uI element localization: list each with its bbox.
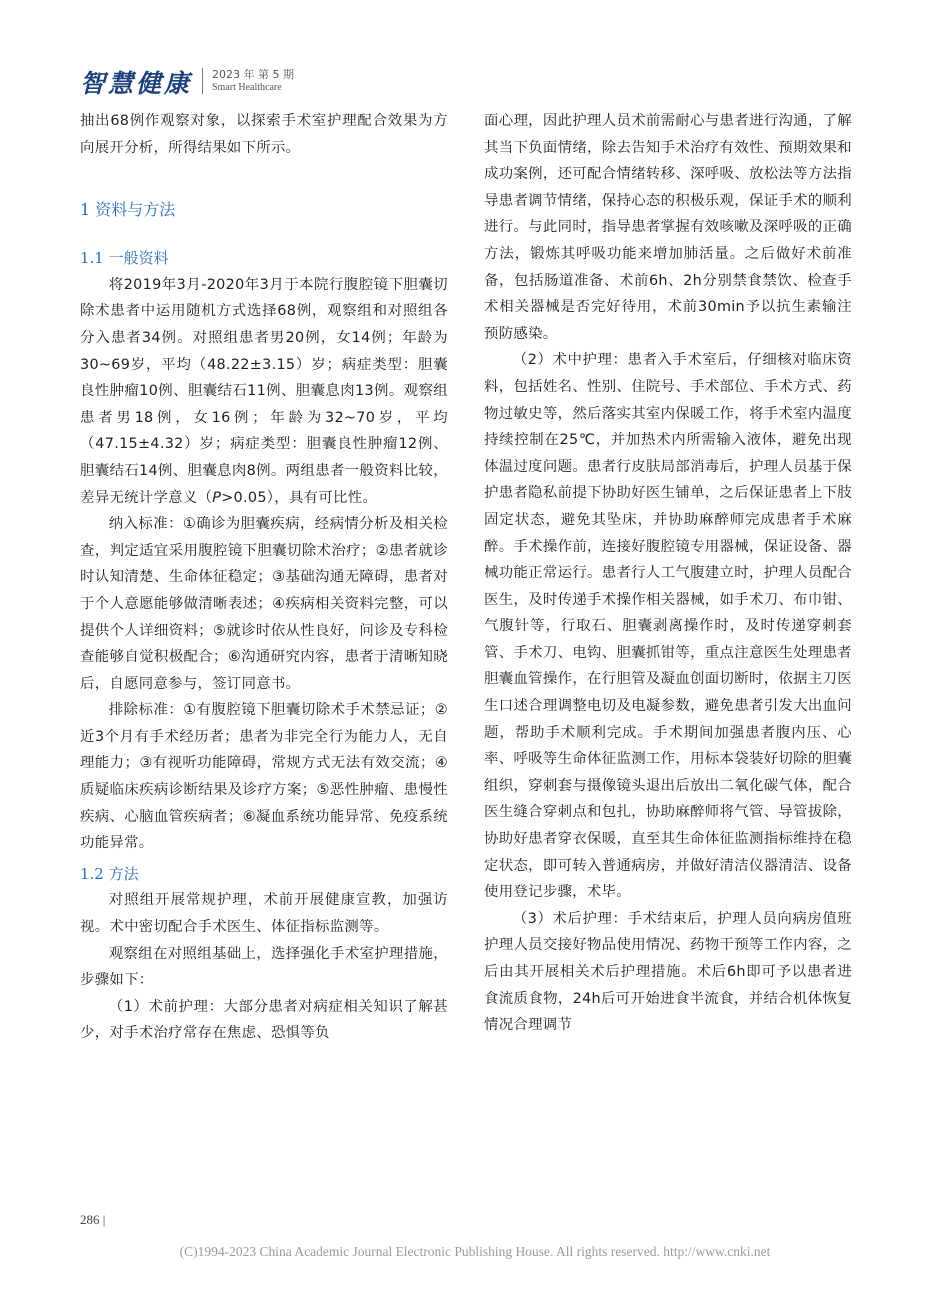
issue-info: 2023 年 第 5 期 [212,68,294,81]
left-column [80,108,448,1047]
exclusion-criteria-paragraph: 排除标准：①有腹腔镜下胆囊切除术手术禁忌证；②近3个月有手术经历者；患者为非完全行为能力人，无自理能力；③有视听功能障碍，常规方式无法有效交流；④质疑临床疾病诊断结果及诊疗方案；⑤恶性肿瘤、患慢性疾病、心脑血管疾病者；⑥凝血系统功能异常、免疫系统功能异常。 [80,702,448,852]
header-divider [202,68,203,94]
general-data-text-a: 将2019年3月-2020年3月于本院行腹腔镜下胆囊切除术患者中运用随机方式选择68例，观察组和对照组各分入患者34例。对照组患者男20例，女14例；年龄为30~69岁，平均（48.22±3.15）岁；病症类型：胆囊良性肿瘤10例、胆囊结石11例、胆囊息肉13例。观察组患者男18例，女16例；年龄为32~70岁，平均（47.15±4.32）岁；病症类型：胆囊良性肿瘤12例、胆囊结石14例、胆囊息肉8例。两组患者一般资料比较，差异无统计学意义（ [80,276,448,506]
subsection-heading-general-data: 1.1 一般资料 [80,249,169,268]
preoperative-care-continued-paragraph: 面心理，因此护理人员术前需耐心与患者进行沟通，了解其当下负面情绪，除去告知手术治疗有效性、预期效果和成功案例，还可配合情绪转移、深呼吸、放松法等方法指导患者调节情绪，保持心态的积极乐观，保证手术的顺利进行。与此同时，指导患者掌握有效咳嗽及深呼吸的正确方法，锻炼其呼吸功能来增加肺活量。之后做好术前准备，包括肠道准备、术前6h、2h分别禁食禁饮、检查手术相关器械是否完好待用，术前30min予以抗生素输注预防感染。 [484,113,852,342]
journal-english-name: Smart Healthcare [212,82,282,93]
right-column [484,108,852,1039]
p-value-symbol: P [212,489,222,506]
general-data-text-b: >0.05），具有可比性。 [221,489,378,506]
page-number: 286 | [80,1212,106,1227]
general-data-paragraph [80,272,448,511]
preoperative-care-paragraph: （1）术前护理：大部分患者对病症相关知识了解甚少，对手术治疗常存在焦虑、恐惧等负 [80,998,448,1042]
observation-group-paragraph: 观察组在对照组基础上，选择强化手术室护理措施，步骤如下： [80,945,448,989]
intro-paragraph: 抽出68例作观察对象，以探索手术室护理配合效果为方向展开分析，所得结果如下所示。 [80,113,448,156]
journal-logo: 智慧健康 [80,69,193,98]
postoperative-care-paragraph: （3）术后护理：手术结束后，护理人员向病房值班护理人员交接好物品使用情况、药物干预等工作内容，之后由其开展相关术后护理措施。术后6h即可予以患者进食流质食物，24h后可开始进食半流食，并结合机体恢复情况合理调节 [484,910,852,1034]
subsection-heading-methods: 1.2 方法 [80,864,139,883]
inclusion-criteria-paragraph: 纳入标准：①确诊为胆囊疾病，经病情分析及相关检查，判定适宜采用腹腔镜下胆囊切除术治疗；②患者就诊时认知清楚、生命体征稳定；③基础沟通无障碍，患者对于个人意愿能够做清晰表述；④疾病相关资料完整，可以提供个人详细资料；⑤就诊时依从性良好，问诊及专科检查能够自觉积极配合；⑥沟通研究内容，患者于清晰知晓后，自愿同意参与，签订同意书。 [80,516,448,692]
control-group-paragraph: 对照组开展常规护理，术前开展健康宣教，加强访视。术中密切配合手术医生、体征指标监测等。 [80,892,448,936]
intraoperative-care-paragraph: （2）术中护理：患者入手术室后，仔细核对临床资料，包括姓名、性别、住院号、手术部位、手术方式、药物过敏史等，然后落实其室内保暖工作，将手术室内温度持续控制在25℃，并加热术内所需输入液体，避免出现体温过度问题。患者行皮肤局部消毒后，护理人员基于保护患者隐私前提下协助好医生铺单，之后保证患者上下肢固定状态，避免其坠床，并协助麻醉师完成患者手术麻醉。手术操作前，连接好腹腔镜专用器械，保证设备、器械功能正常运行。患者行人工气腹建立时，护理人员配合医生，及时传递手术操作相关器械，如手术刀、布巾钳、气腹针等，行取石、胆囊剥离操作时，及时传递穿刺套管、手术刀、电钩、胆囊抓钳等，重点注意医生处理患者胆囊血管操作，在行胆管及凝血创面切断时，依据主刀医生口述合理调整电切及电凝参数，避免患者引发大出血问题，帮助手术顺利完成。手术期间加强患者腹内压、心率、呼吸等生命体征监测工作，用标本袋装好切除的胆囊组织，穿刺套与摄像镜头退出后放出二氧化碳气体，配合医生缝合穿刺点和包扎，协助麻醉师将气管、导管拔除，协助好患者穿衣保暖，直至其生命体征监测指标维持在稳定状态，即可转入普通病房，并做好清洁仪器清洁、设备使用登记步骤，术毕。 [484,352,852,901]
section-heading-materials-methods: 1 资料与方法 [80,200,176,220]
copyright-footer: (C)1994-2023 China Academic Journal Electronic Publishing House. All rights reserved. http://www.cnki.net [179,1244,771,1259]
